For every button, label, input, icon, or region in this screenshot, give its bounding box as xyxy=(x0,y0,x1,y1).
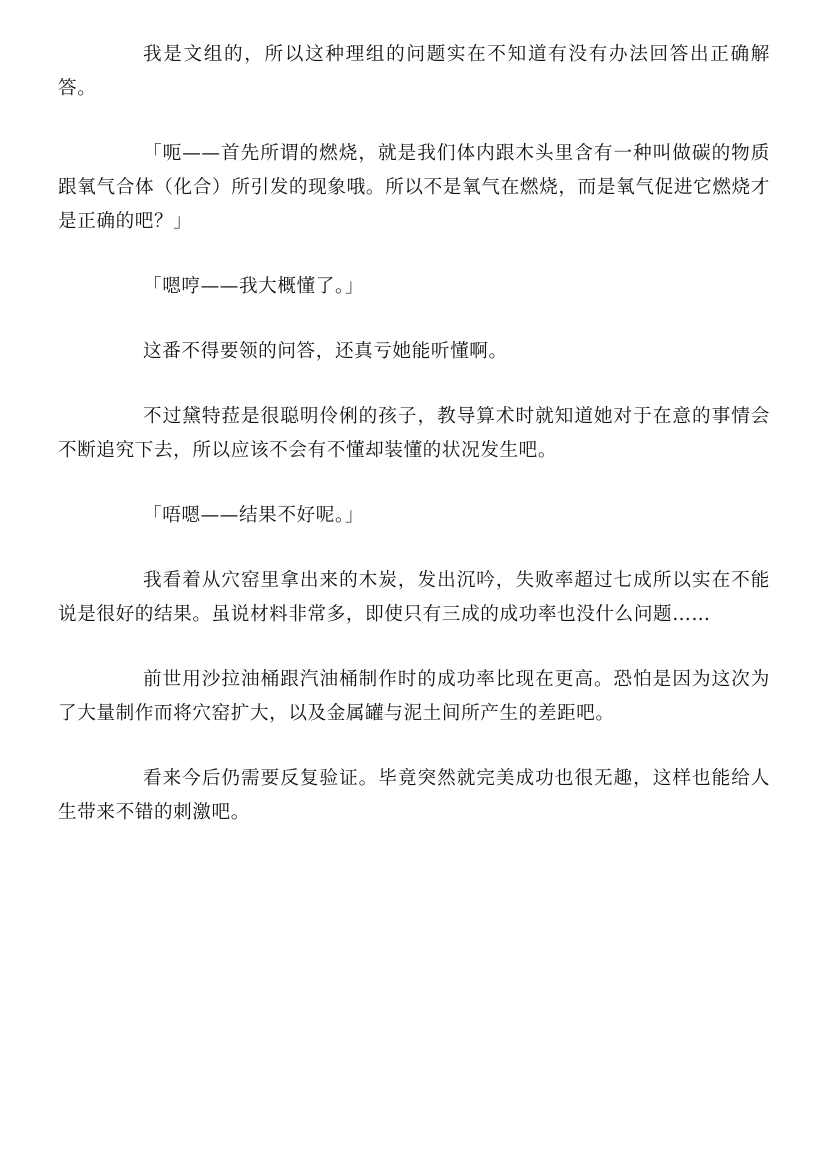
paragraph-7: 我看着从穴窑里拿出来的木炭，发出沉吟，失败率超过七成所以实在不能说是很好的结果。虽说材料非常多，即使只有三成的成功率也没什么问题…… xyxy=(58,570,770,625)
paragraph-3: 「嗯哼——我大概懂了。」 xyxy=(143,276,365,297)
paragraph-8: 前世用沙拉油桶跟汽油桶制作时的成功率比现在更高。恐怕是因为这次为了大量制作而将穴窑扩大，以及金属罐与泥土间所产生的差距吧。 xyxy=(58,669,770,724)
paragraph-6: 「唔嗯——结果不好呢。」 xyxy=(143,505,365,526)
document-page xyxy=(58,38,770,861)
paragraph-9: 看来今后仍需要反复验证。毕竟突然就完美成功也很无趣，这样也能给人生带来不错的刺激吧。 xyxy=(58,768,770,823)
paragraph-2: 「呃——首先所谓的燃烧，就是我们体内跟木头里含有一种叫做碳的物质跟氧气合体（化合）所引发的现象哦。所以不是氧气在燃烧，而是氧气促进它燃烧才是正确的吧？」 xyxy=(58,143,770,232)
paragraph-5: 不过黛特菈是很聪明伶俐的孩子，教导算术时就知道她对于在意的事情会不断追究下去，所以应该不会有不懂却装懂的状况发生吧。 xyxy=(58,406,770,461)
paragraph-1: 我是文组的，所以这种理组的问题实在不知道有没有办法回答出正确解答。 xyxy=(58,44,770,99)
paragraph-4: 这番不得要领的问答，还真亏她能听懂啊。 xyxy=(143,341,508,362)
